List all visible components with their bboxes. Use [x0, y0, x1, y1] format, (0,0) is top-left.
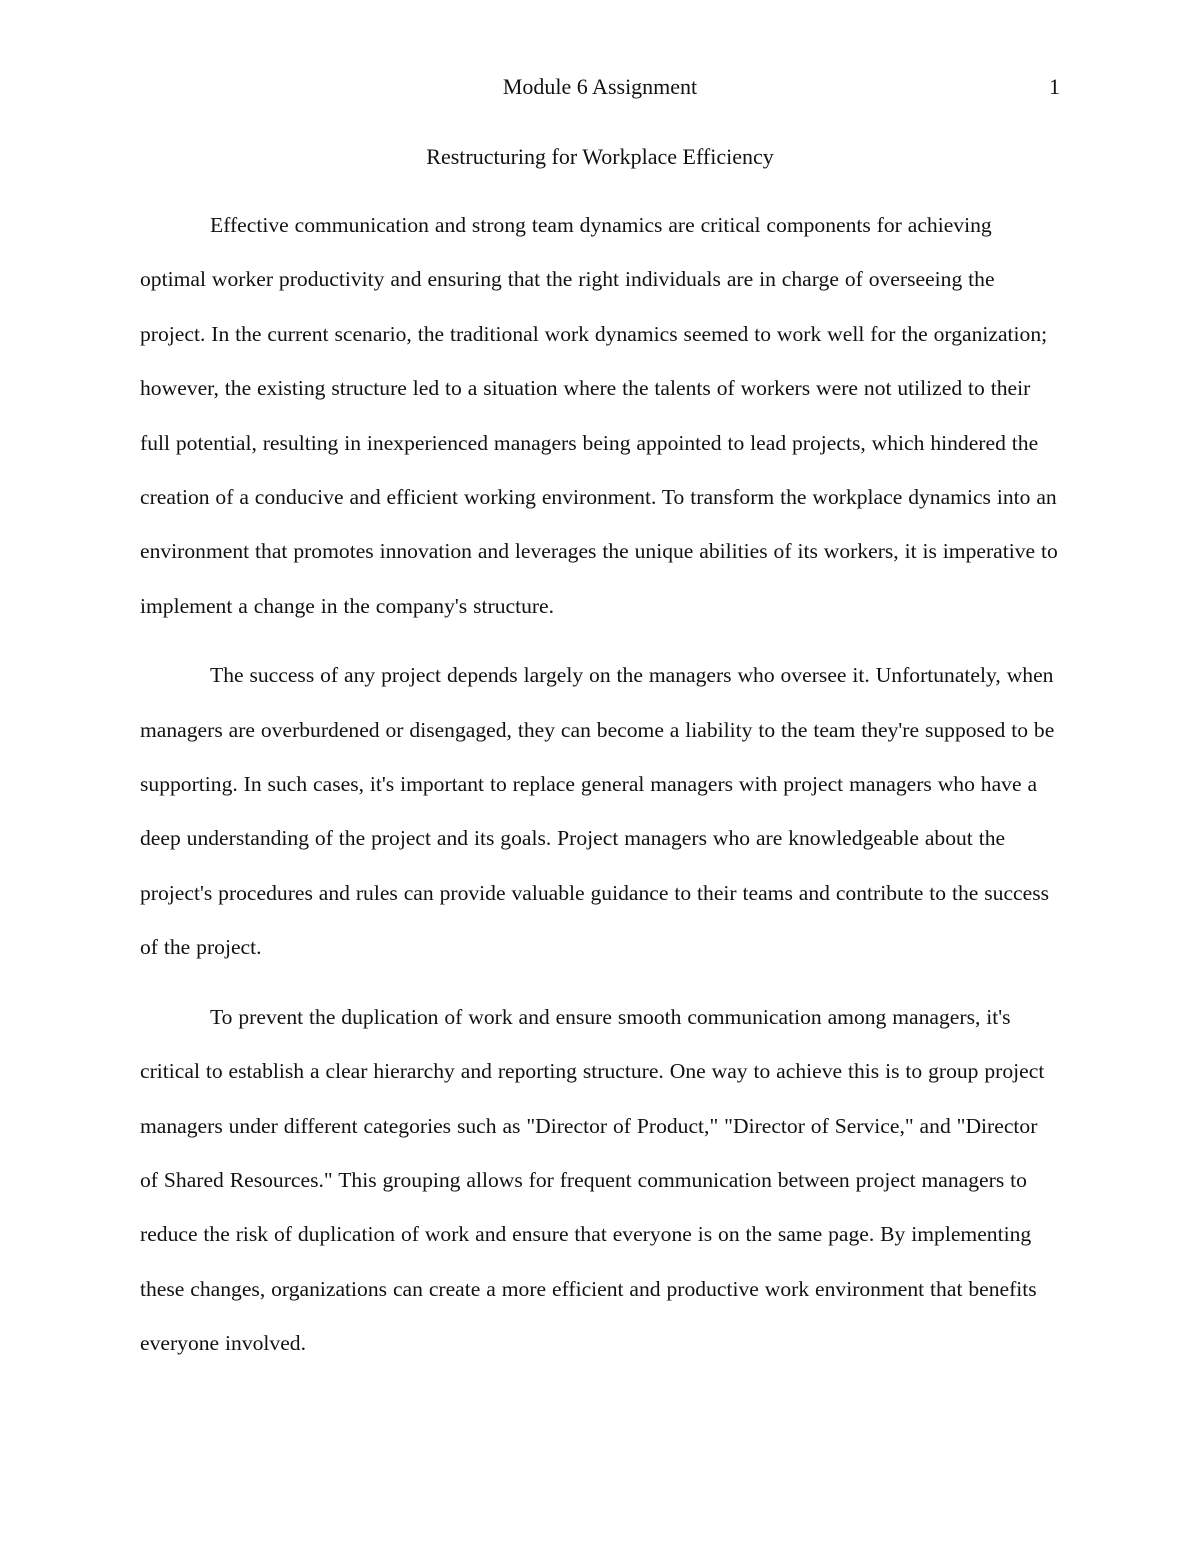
- running-head: Module 6 Assignment: [502, 74, 698, 99]
- page-number: 1: [1049, 74, 1060, 99]
- body-paragraph-3: To prevent the duplication of work and ensure smooth communication among managers, it's critical to establish a clear hierarchy and reporting structure. One way to achieve this is to group project managers under different categories such as "Director of Product," "Director of Service," and "Director of Shared Resources." This grouping allows for frequent communication between project managers to reduce the risk of duplication of work and ensure that everyone is on the same page. By implementing these changes, organizations can create a more efficient and productive work environment that benefits everyone involved.: [140, 1004, 1045, 1356]
- document-body: [140, 198, 1060, 1371]
- body-paragraph-2: The success of any project depends largely on the managers who oversee it. Unfortunately, when managers are overburdened or disengaged, they can become a liability to the team they're supposed to be supporting. In such cases, it's important to replace general managers with project managers who have a deep understanding of the project and its goals. Project managers who are knowledgeable about the project's procedures and rules can provide valuable guidance to their teams and contribute to the success of the project.: [140, 663, 1055, 960]
- body-paragraph-1: Effective communication and strong team dynamics are critical components for achieving optimal worker productivity and ensuring that the right individuals are in charge of overseeing the project. In the current scenario, the traditional work dynamics seemed to work well for the organization; however, the existing structure led to a situation where the talents of workers were not utilized to their full potential, resulting in inexperienced managers being appointed to lead projects, which hindered the creation of a conducive and efficient working environment. To transform the workplace dynamics into an environment that promotes innovation and leverages the unique abilities of its workers, it is imperative to implement a change in the company's structure.: [140, 213, 1058, 618]
- document-title: Restructuring for Workplace Efficiency: [426, 144, 774, 169]
